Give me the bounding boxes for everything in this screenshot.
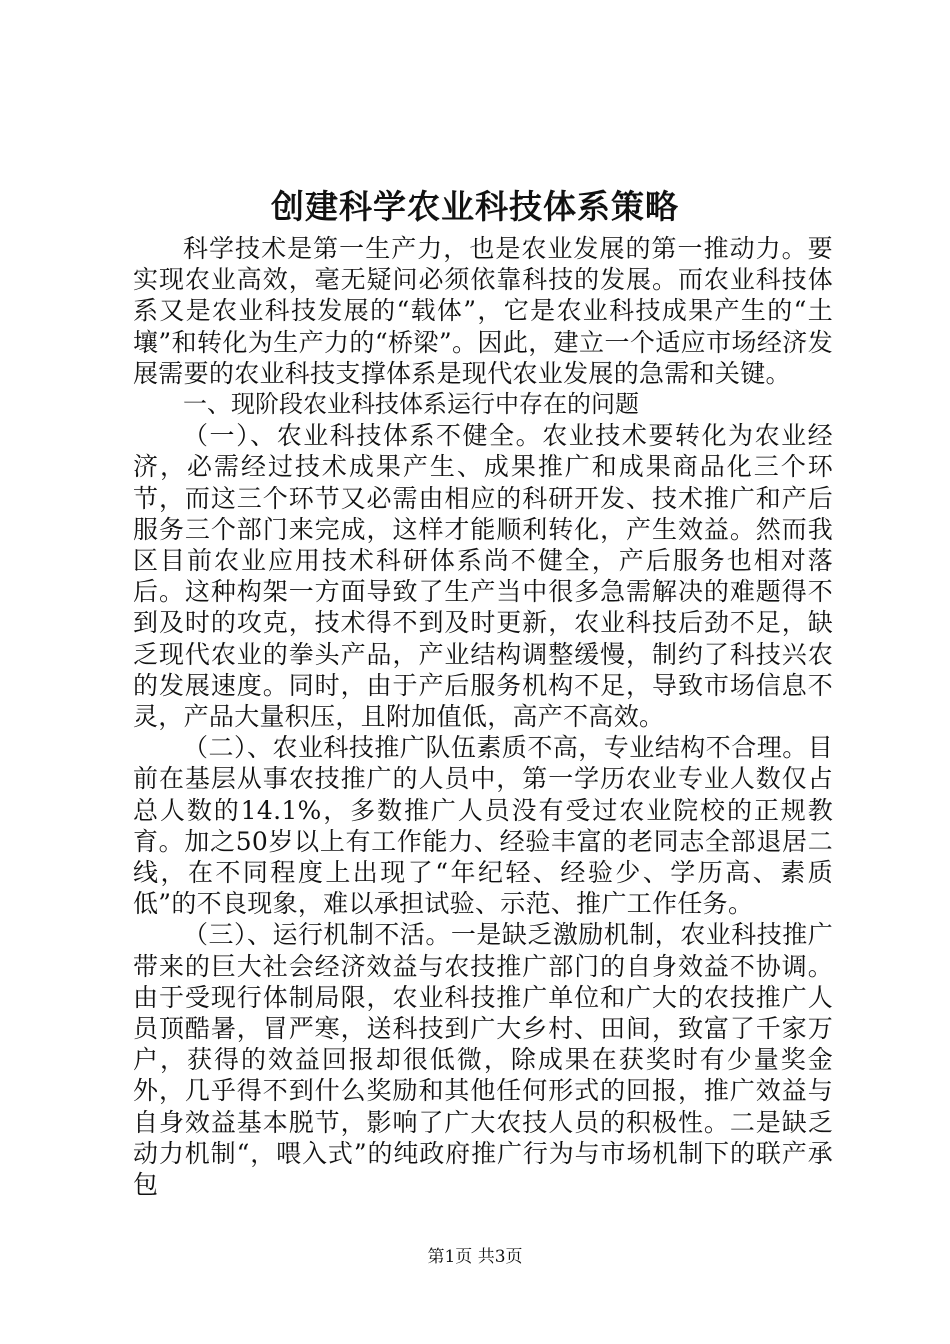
paragraph-item-1: （一）、农业科技体系不健全。农业技术要转化为农业经济，必需经过技术成果产生、成果推广和成果商品化三个环节，而这三个环节又必需由相应的科研开发、技术推广和产后服务三个部门来完成，这样才能顺利转化，产生效益。然而我区目前农业应用技术科研体系尚不健全，产后服务也相对落后。这种构架一方面导致了生产当中很多急需解决的难题得不到及时的攻克，技术得不到及时更新，农业科技后劲不足，缺乏现代农业的拳头产品，产业结构调整缓慢，制约了科技兴农的发展速度。同时，由于产后服务机构不足，导致市场信息不灵，产品大量积压，且附加值低，高产不高效。 [133, 421, 833, 732]
paragraph-item-2: （二）、农业科技推广队伍素质不高，专业结构不合理。目前在基层从事农技推广的人员中，第一学历农业专业人数仅占总人数的14.1%，多数推广人员没有受过农业院校的正规教育。加之50岁以上有工作能力、经验丰富的老同志全部退居二线，在不同程度上出现了“年纪轻、经验少、学历高、素质低”的不良现象，难以承担试验、示范、推广工作任务。 [133, 733, 833, 919]
paragraph-intro: 科学技术是第一生产力，也是农业发展的第一推动力。要实现农业高效，毫无疑问必须依靠科技的发展。而农业科技体系又是农业科技发展的“载体”，它是农业科技成果产生的“土壤”和转化为生产力的“桥梁”。因此，建立一个适应市场经济发展需要的农业科技支撑体系是现代农业发展的急需和关键。 [133, 234, 833, 388]
page-number-footer: 第1页 共3页 [427, 1247, 523, 1267]
document-title: 创建科学农业科技体系策略 [271, 187, 679, 226]
document-body [133, 233, 833, 1200]
section-heading-1: 一、现阶段农业科技体系运行中存在的问题 [183, 390, 639, 419]
paragraph-item-3: （三）、运行机制不活。一是缺乏激励机制，农业科技推广带来的巨大社会经济效益与农技推广部门的自身效益不协调。由于受现行体制局限，农业科技推广单位和广大的农技推广人员顶酷暑，冒严寒，送科技到广大乡村、田间，致富了千家万户，获得的效益回报却很低微，除成果在获奖时有少量奖金外，几乎得不到什么奖励和其他任何形式的回报，推广效益与自身效益基本脱节，影响了广大农技人员的积极性。二是缺乏动力机制“，喂入式”的纯政府推广行为与市场机制下的联产承包 [133, 920, 833, 1200]
